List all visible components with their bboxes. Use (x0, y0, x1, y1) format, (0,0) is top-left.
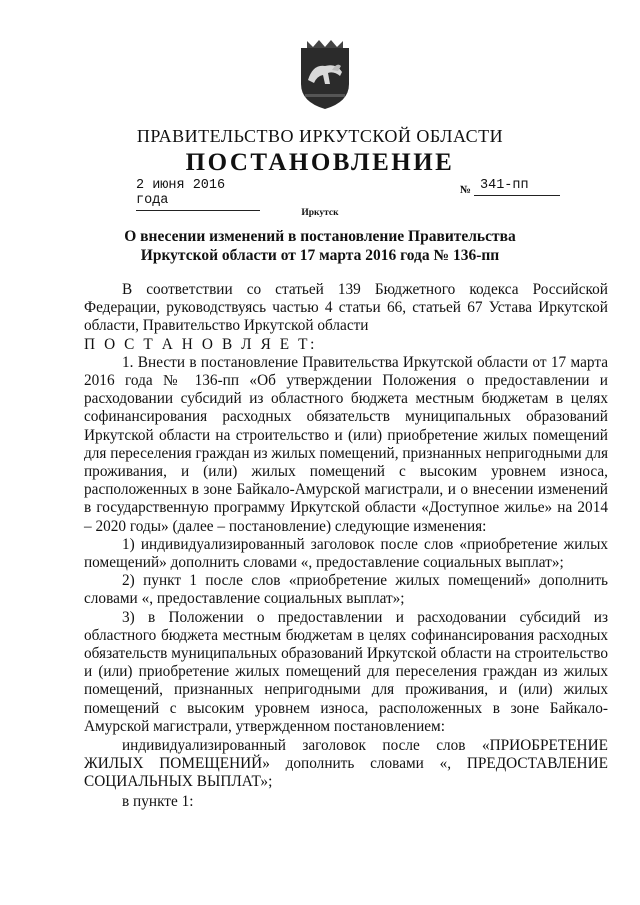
heading-amendment-paragraph: индивидуализированный заголовок после слов «ПРИОБРЕТЕНИЕ ЖИЛЫХ ПОМЕЩЕНИЙ» дополнить словами «, ПРЕДОСТАВЛЕНИЕ СОЦИАЛЬНЫХ ВЫПЛАТ»; (84, 737, 608, 791)
subparagraph-1: 1) индивидуализированный заголовок после слов «приобретение жилых помещений» дополнить словами «, предоставление социальных выплат»; (84, 535, 608, 572)
paragraph-1: 1. Внести в постановление Правительства Иркутской области от 17 марта 2016 года № 136-пп «Об утверждении Положения о предоставлении и расходовании субсидий из областного бюджета местным бюджетам в целях софинансирования расходных обязательств муниципальных образований Иркутской области на строительство и (или) приобретение жилых помещений для переселения граждан из жилых помещений, признанных непригодными для проживания, и (или) жилых помещений с высоким уровнем износа, расположенных в зоне Байкало-Амурской магистрали, и о внесении изменений в государственную программу Иркутской области «Доступное жилье» на 2014 – 2020 годы» (далее – постановление) следующие изменения: (84, 353, 608, 535)
document-title: О внесении изменений в постановление Правительства Иркутской области от 17 марта 2016 года № 136-пп (124, 228, 516, 264)
preamble-paragraph: В соответствии со статьей 139 Бюджетного кодекса Российской Федерации, руководствуясь частью 4 статьи 66, статьей 67 Устава Иркутской области, Правительство Иркутской области (84, 281, 608, 335)
number-value: 341-пп (474, 178, 560, 196)
number-label: № (460, 184, 472, 196)
government-name: ПРАВИТЕЛЬСТВО ИРКУТСКОЙ ОБЛАСТИ (136, 126, 504, 146)
document-body (84, 281, 608, 811)
city: Иркутск (301, 208, 339, 218)
resolves-heading: П О С Т А Н О В Л Я Е Т: (84, 335, 317, 353)
coat-of-arms-icon (299, 38, 351, 110)
document-date: 2 июня 2016 года (136, 178, 260, 211)
subparagraph-2: 2) пункт 1 после слов «приобретение жилых помещений» дополнить словами «, предоставление социальных выплат»; (84, 572, 608, 608)
point-1-intro: в пункте 1: (122, 792, 194, 810)
subparagraph-3: 3) в Положении о предоставлении и расходовании субсидий из областного бюджета местным бюджетам в целях софинансирования расходных обязательств муниципальных образований Иркутской области на строительство и (или) приобретение жилых помещений для переселения граждан из жилых помещений, признанных непригодными для проживания, и (или) жилых помещений с высоким уровнем износа, расположенных в зоне Байкало-Амурской магистрали, утвержденном постановлением: (84, 608, 608, 735)
document-type: ПОСТАНОВЛЕНИЕ (185, 149, 455, 176)
